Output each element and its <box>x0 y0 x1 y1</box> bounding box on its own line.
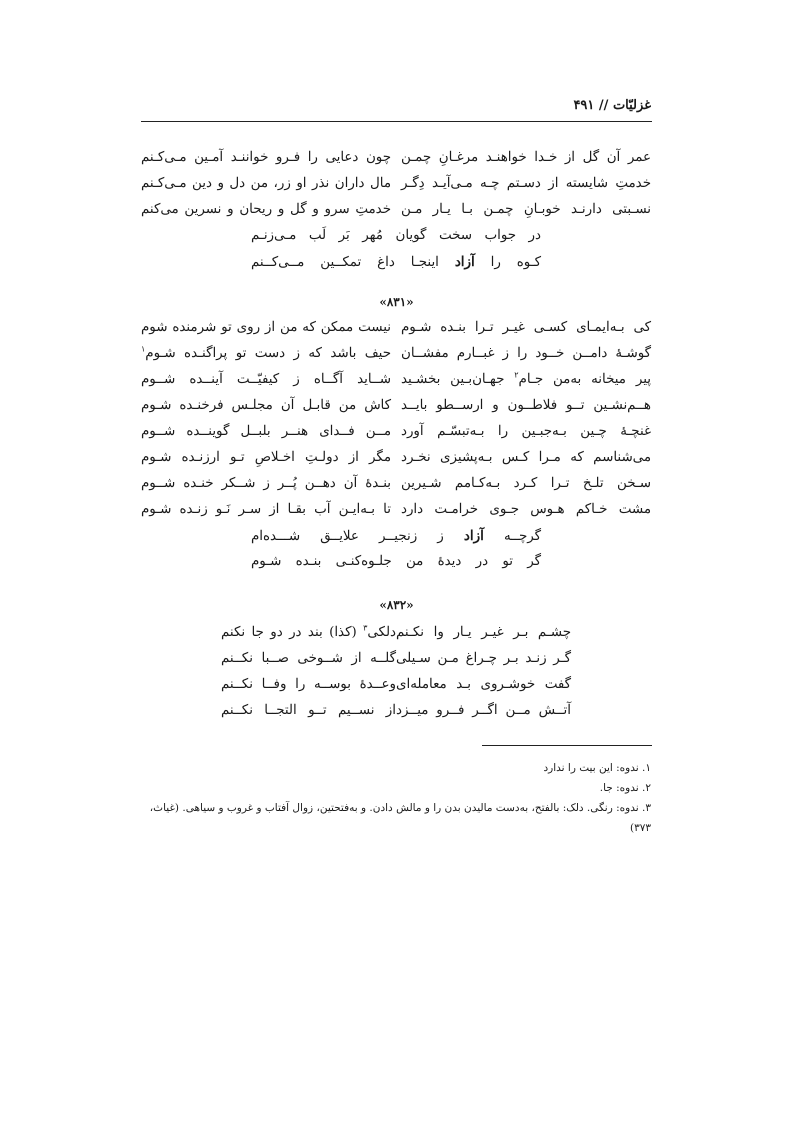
hemistich-first: مشت خـاکم هـوس جـوی خرامـت دارد <box>401 502 651 517</box>
poem-831 <box>141 315 651 575</box>
footnote-ref[interactable]: ۲ <box>514 370 519 380</box>
couplet <box>141 145 651 171</box>
couplet <box>141 197 651 223</box>
couplet <box>141 419 651 445</box>
hemistich-second: تا بـه‌ایـن آب بقـا از سـر نَـو زنـده شـوم <box>141 502 391 517</box>
couplet <box>141 341 651 367</box>
hemistich-second: نیست ممکن که من از روی تو شرمنده شوم <box>141 320 391 335</box>
closing-hemistich: گرچــه آزاد ز زنجیــر علایــق شـــده‌ام <box>251 528 542 544</box>
hemistich-first: گوشـهٔ دامــن خــود را ز غبــارم مفشــان <box>401 346 651 361</box>
couplet <box>141 471 651 497</box>
closing-line <box>141 223 651 249</box>
hemistich-first: خدمتِ شایسته از دسـتم چـه مـی‌آیـد دِگـر <box>401 176 651 191</box>
closing-line <box>141 249 651 275</box>
hemistich-first: سـخن تلـخ تـرا کـرد بـه‌کـامم شـیرین <box>401 476 651 491</box>
hemistich-second: مگر از دولـتِ اخـلاصِ تـو ارزنـده شـوم <box>141 450 391 465</box>
footnote-divider <box>482 745 652 746</box>
hemistich-first: غنچـهٔ چـین بـه‌جبـین را بـه‌تبسّـم آورد <box>401 424 651 439</box>
couplet <box>141 620 651 646</box>
couplet <box>141 445 651 471</box>
footnote: ۱. ندوه: این بیت را ندارد <box>543 762 651 774</box>
poem-number: «۸۳۱» <box>379 295 414 309</box>
footnotes <box>131 758 651 838</box>
poem-number: «۸۳۲» <box>379 598 414 612</box>
footnote: ۲. ندوه: جا. <box>599 782 651 794</box>
footnote: ۳. ندوه: رنگی. دلک: بالفتح، به‌دست مالیدن بدن را و مالش دادن. و به‌فتحتین، زوال آفتاب و غروب و سیاهی. (غیاث، ۳۷۳) <box>149 802 651 834</box>
couplet <box>141 393 651 419</box>
hemistich-first: گفت خوشـروی بـد معامله‌ای <box>396 677 571 692</box>
hemistich-first: می‌شناسم که مـرا کـس بـه‌پشیزی نخـرد <box>401 450 651 465</box>
couplet <box>141 171 651 197</box>
footnote-ref[interactable]: ۱ <box>141 344 146 354</box>
hemistich-first: پیر میخانه به‌من جـام$^۲$ جهـان‌بـین بخشـید <box>401 370 651 387</box>
hemistich-first: چشـم بـر غیـر یـار وا نکـنم <box>396 625 571 640</box>
hemistich-second: مال داران نذر او زر، من دل و دین مـی‌کـنم <box>141 176 391 191</box>
poem-continuation <box>141 145 651 275</box>
hemistich-first: هــم‌نشـین تــو فلاطــون و ارســطو بایــد <box>401 398 651 413</box>
closing-hemistich: کـوه را آزاد اینجـا داغ تمکــین مــی‌کــنم <box>251 254 541 270</box>
hemistich-second: چون دعایی را فـرو خواننـد آمـین مـی‌کـنم <box>141 150 391 165</box>
hemistich-second: شــاید آگــاه ز کیفیّــت آینــده شــوم <box>141 372 391 387</box>
closing-hemistich: در جواب سخت گویان مُهر بَر لَب مـی‌زنـم <box>251 228 541 243</box>
poet-pen-name: آزاد <box>463 528 484 544</box>
closing-hemistich: گر تو در دیدهٔ من جلـوه‌کنـی بنـده شـوم <box>251 554 541 569</box>
closing-line <box>141 523 651 549</box>
closing-line <box>141 549 651 575</box>
hemistich-second: وعــدهٔ بوســه را وفــا نکــنم <box>221 677 396 692</box>
couplet <box>141 367 651 393</box>
couplet <box>141 672 651 698</box>
hemistich-first: عمر آن گل از خـدا خواهنـد مرغـانِ چمـن <box>401 150 651 165</box>
hemistich-first: کی بـه‌ایمـای کسـی غیـر تـرا بنـده شـوم <box>401 320 651 335</box>
poem-832 <box>141 620 651 724</box>
couplet <box>141 698 651 724</box>
hemistich-second: کاش من قابـل آن مجلـس فرخنـده شـوم <box>141 398 391 413</box>
hemistich-second: گلــه از شــوخی صــبا نکــنم <box>221 651 396 666</box>
couplet <box>141 497 651 523</box>
hemistich-second: حیف باشد که ز دست تو پراگنـده شـوم$^۱$ <box>141 344 391 361</box>
header-divider <box>141 121 652 122</box>
poet-pen-name: آزاد <box>454 254 475 270</box>
hemistich-second: خدمتِ سرو و گل و ریحان و نسرین می‌کنم <box>141 202 391 217</box>
footnote-ref[interactable]: ۳ <box>363 623 368 633</box>
couplet <box>141 646 651 672</box>
hemistich-second: دلکی$^۳$ (کذا) بند در دو جا نکنم <box>221 623 396 640</box>
hemistich-second: از نســیم تــو التجــا نکــنم <box>221 703 396 718</box>
hemistich-first: آتــش مــن اگــر فــرو میــزد <box>396 703 571 718</box>
couplet <box>141 315 651 341</box>
hemistich-second: بنـدهٔ آن دهــن پُــر ز شــکر خنـده شــوم <box>141 476 391 491</box>
running-header: غزلیّات // ۴۹۱ <box>573 98 651 113</box>
hemistich-second: مــن فــدای هنــر بلبــل گوینــده شــوم <box>141 424 391 439</box>
hemistich-first: گـر زنـد بـر چـراغ مـن سـیلی <box>396 651 571 666</box>
hemistich-first: نسـبتی دارنـد خوبـانِ چمـن بـا یـار مـن <box>401 202 651 217</box>
